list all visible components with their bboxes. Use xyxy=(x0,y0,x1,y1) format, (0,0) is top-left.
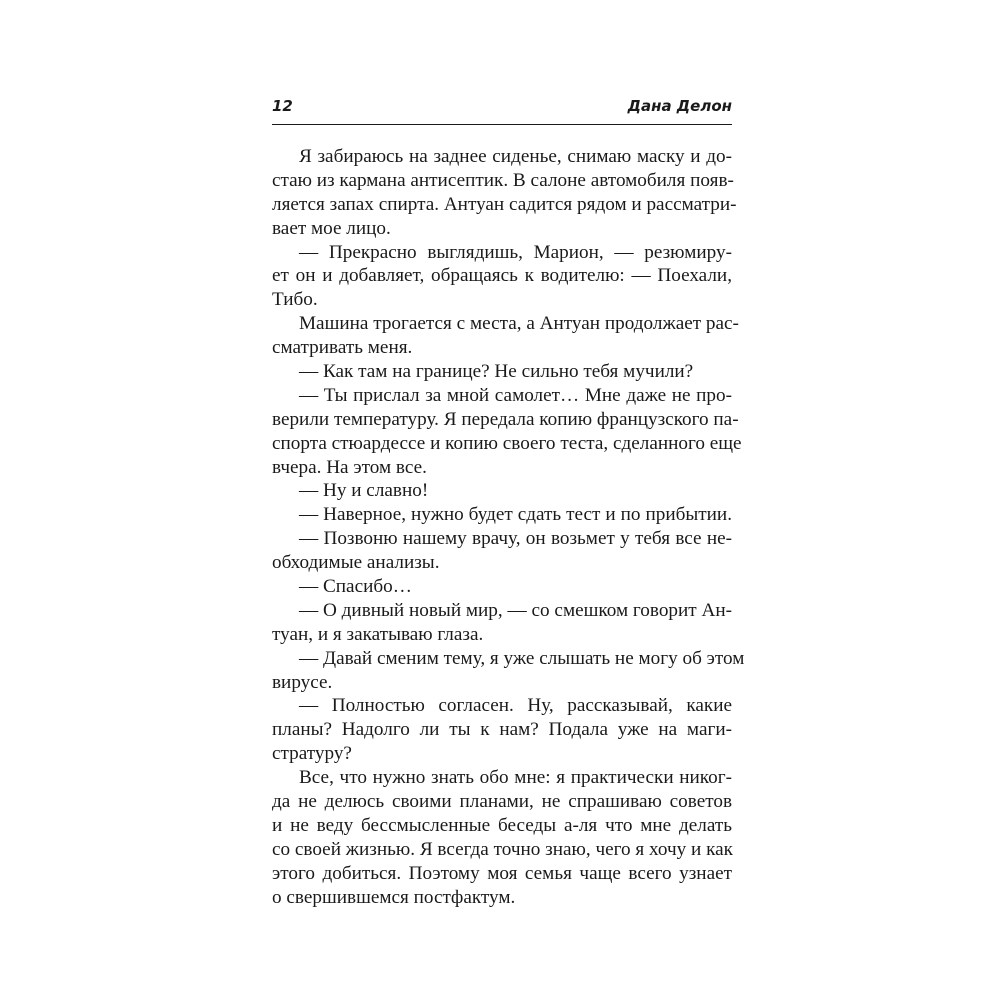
text-line: со своей жизнью. Я всегда точно знаю, чего я хочу и как xyxy=(272,838,733,860)
text-line: о свершившемся постфактум. xyxy=(272,886,516,908)
text-line: — Давай сменим тему, я уже слышать не могу об этом xyxy=(299,647,745,669)
text-line: — Наверное, нужно будет сдать тест и по прибытии. xyxy=(299,504,732,526)
text-line: верили температуру. Я передала копию французского па- xyxy=(272,408,739,430)
text-line: спорта стюардессе и копию своего теста, сделанного еще xyxy=(272,432,742,454)
text-line: вирусе. xyxy=(272,671,333,693)
text-line: вчера. На этом все. xyxy=(272,456,427,478)
text-line: вает мое лицо. xyxy=(272,217,391,239)
text-line: Все, что нужно знать обо мне: я практически никог- xyxy=(299,767,732,789)
header-rule xyxy=(272,124,732,125)
author-name: Дана Делон xyxy=(627,97,732,115)
text-line: ляется запах спирта. Антуан садится рядом и рассматри- xyxy=(272,193,737,215)
text-line: да не делюсь своими планами, не спрашиваю советов xyxy=(272,791,732,813)
text-line: этого добиться. Поэтому моя семья чаще всего узнает xyxy=(272,862,732,884)
text-line: стаю из кармана антисептик. В салоне автомобиля появ- xyxy=(272,169,734,191)
body-text xyxy=(272,145,745,910)
text-line: — Как там на границе? Не сильно тебя мучили? xyxy=(299,361,694,383)
text-line: — Позвоню нашему врачу, он возьмет у тебя все не- xyxy=(299,528,732,550)
text-line: планы? Надолго ли ты к нам? Подала уже на маги- xyxy=(272,719,732,741)
text-line: — Спасибо… xyxy=(299,576,412,598)
text-line: Машина трогается с места, а Антуан продолжает рас- xyxy=(299,313,739,335)
text-line: ет он и добавляет, обращаясь к водителю: — Поехали, xyxy=(272,265,732,287)
text-line: — Полностью согласен. Ну, рассказывай, какие xyxy=(299,695,732,717)
page-number: 12 xyxy=(272,97,293,115)
running-head xyxy=(272,97,732,119)
text-line: Я забираюсь на заднее сиденье, снимаю маску и до- xyxy=(299,146,732,167)
text-line: — Прекрасно выглядишь, Марион, — резюмиру- xyxy=(299,241,732,263)
text-line: — О дивный новый мир, — со смешком говорит Ан- xyxy=(299,599,732,621)
text-line: стратуру? xyxy=(272,743,352,765)
text-line: туан, и я закатываю глаза. xyxy=(272,623,484,645)
text-line: сматривать меня. xyxy=(272,337,413,359)
text-line: и не веду бессмысленные беседы а-ля что мне делать xyxy=(272,814,732,836)
text-line: — Ты прислал за мной самолет… Мне даже не про- xyxy=(299,384,732,406)
text-line: — Ну и славно! xyxy=(299,480,429,502)
text-line: обходимые анализы. xyxy=(272,552,440,574)
text-line: Тибо. xyxy=(272,289,318,311)
